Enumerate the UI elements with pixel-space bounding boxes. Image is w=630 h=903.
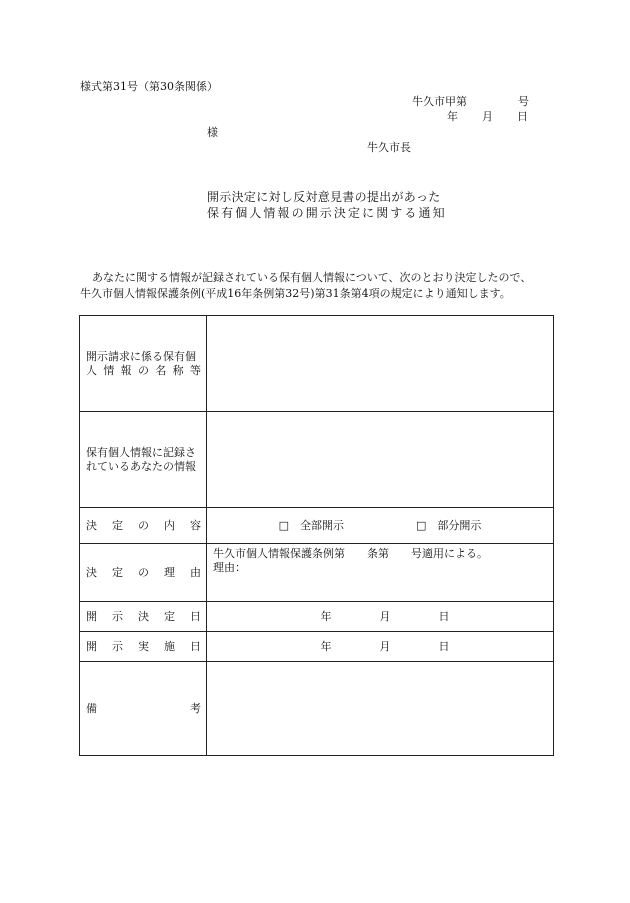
decision-day-label: 日	[438, 609, 450, 623]
label-char: の	[137, 363, 149, 377]
field-info-name[interactable]	[207, 316, 554, 412]
label-char: 考	[190, 701, 201, 715]
reason-label: 理由：	[213, 561, 246, 574]
label-char: 定	[112, 565, 123, 579]
label-char: 定	[112, 518, 123, 532]
label-char: 名	[155, 363, 167, 377]
label-info-name-line1: 開示請求に係る保有個	[86, 349, 196, 363]
label-char: 開	[86, 639, 97, 653]
decision-month-label: 月	[379, 609, 391, 623]
table-row	[80, 602, 554, 632]
field-disclosure-decision-date[interactable]	[207, 602, 554, 632]
label-char: 内	[164, 518, 175, 532]
implementation-day-label: 日	[438, 639, 450, 653]
field-recorded-info[interactable]	[207, 412, 554, 508]
date-month-label: 月	[482, 110, 493, 123]
label-disclosure-implementation-date	[80, 632, 207, 662]
label-char: 情	[103, 363, 115, 377]
label-info-name-line2	[86, 364, 201, 378]
label-char: 定	[164, 609, 175, 623]
label-disclosure-decision-date	[80, 602, 207, 632]
label-char: の	[138, 518, 149, 532]
label-char: 人	[86, 363, 97, 377]
label-char: 称	[172, 363, 184, 377]
label-char: 実	[138, 639, 149, 653]
label-char: 日	[190, 609, 201, 623]
label-char: 報	[120, 363, 132, 377]
table-row	[80, 662, 554, 756]
table-row	[80, 412, 554, 508]
field-decision-content	[207, 508, 554, 544]
document-number-prefix: 牛久市甲第	[412, 95, 467, 108]
notice-form-table	[79, 315, 554, 756]
label-remarks	[80, 662, 207, 756]
label-decision-reason	[80, 544, 207, 602]
reason-ordinance-line: 牛久市個人情報保護条例第 条第 号適用による。	[213, 547, 488, 560]
decision-year-label: 年	[320, 609, 332, 623]
label-char: 等	[189, 363, 201, 377]
table-row	[80, 316, 554, 412]
table-row	[80, 508, 554, 544]
label-recorded-info-line2: れているあなたの情報	[86, 459, 196, 473]
label-char: 理	[164, 565, 175, 579]
label-char: 開	[86, 609, 97, 623]
label-decision-content	[80, 508, 207, 544]
body-text-line2: 牛久市個人情報保護条例(平成16年条例第32号)第31条第4項の規定により通知します。	[80, 287, 511, 300]
field-disclosure-implementation-date[interactable]	[207, 632, 554, 662]
label-char: 決	[86, 565, 97, 579]
label-recorded-info	[80, 412, 207, 508]
option-full-disclosure-checkbox[interactable]: □ 全部開示	[278, 518, 344, 532]
date-day-label: 日	[517, 110, 528, 123]
label-char: 決	[138, 609, 149, 623]
label-char: 備	[86, 701, 97, 715]
label-char: 施	[164, 639, 175, 653]
field-remarks[interactable]	[207, 662, 554, 756]
form-number: 様式第31号（第30条関係）	[80, 80, 218, 93]
label-char: 示	[112, 609, 123, 623]
label-char: 示	[112, 639, 123, 653]
implementation-month-label: 月	[379, 639, 391, 653]
document-number-suffix: 号	[518, 95, 529, 108]
table-row	[80, 544, 554, 602]
notice-title-line1: 開示決定に対し反対意見書の提出があった	[207, 190, 441, 204]
body-text-line1: あなたに関する情報が記録されている保有個人情報について、次のとおり決定したので、	[92, 271, 532, 284]
label-char: の	[138, 565, 149, 579]
label-char: 日	[190, 639, 201, 653]
label-recorded-info-line1: 保有個人情報に記録さ	[86, 445, 196, 459]
notice-title-line2: 保有個人情報の開示決定に関する通知	[207, 206, 447, 220]
label-char: 由	[190, 565, 201, 579]
label-char: 容	[190, 518, 201, 532]
recipient-honorific: 様	[207, 126, 218, 139]
label-char: 決	[86, 518, 97, 532]
date-year-label: 年	[447, 110, 458, 123]
sender-name: 牛久市長	[367, 141, 411, 154]
field-decision-reason[interactable]	[207, 544, 554, 602]
option-partial-disclosure-checkbox[interactable]: □ 部分開示	[416, 518, 482, 532]
label-info-name	[80, 316, 207, 412]
table-row	[80, 632, 554, 662]
implementation-year-label: 年	[320, 639, 332, 653]
